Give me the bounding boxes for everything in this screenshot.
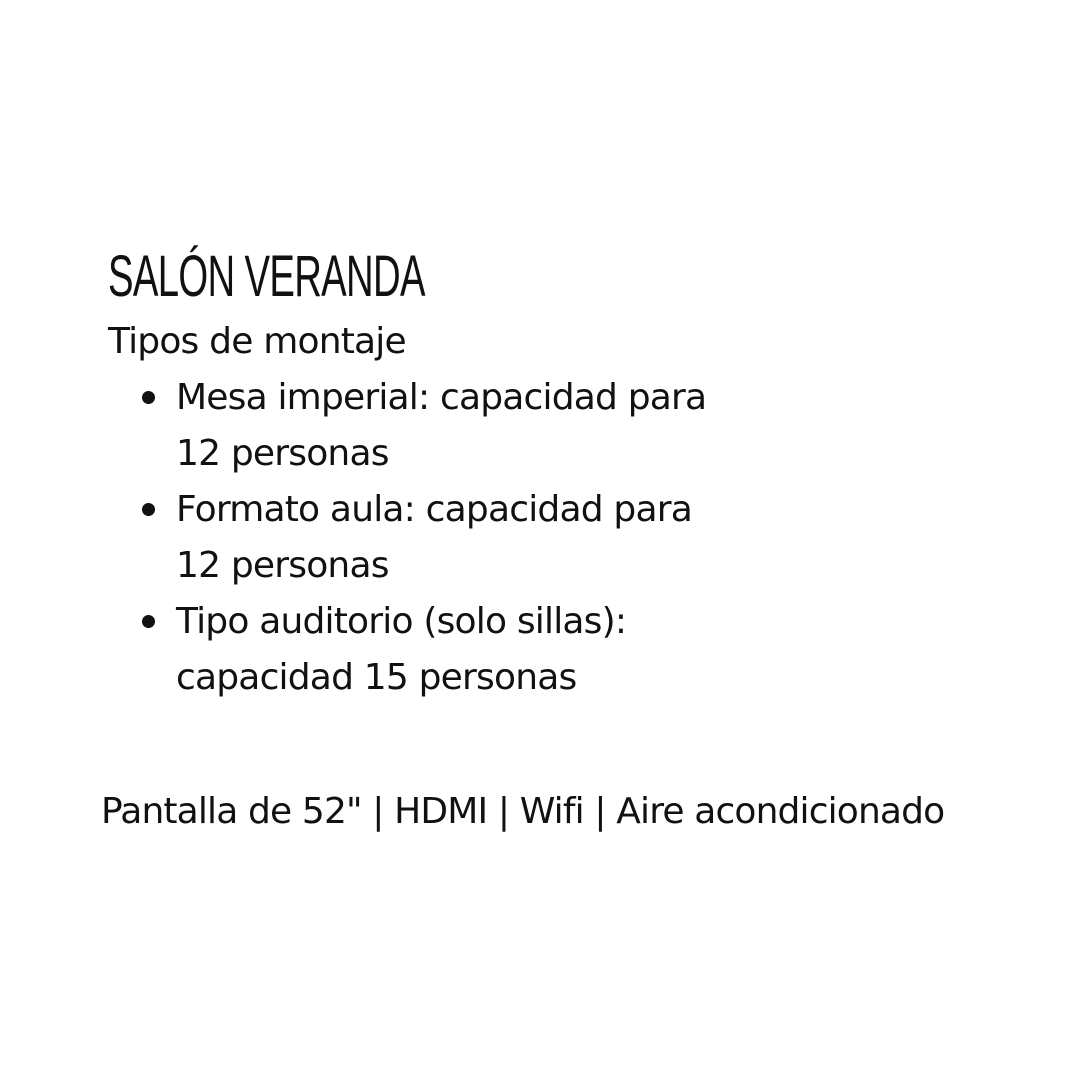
bullet-icon <box>142 391 155 404</box>
page-title: SALÓN VERANDA <box>108 244 425 309</box>
bullet-icon <box>142 503 155 516</box>
setup-item-text: Formato aula: capacidad para <box>176 489 692 530</box>
setup-item-tipo-auditorio <box>176 594 796 706</box>
setup-item-text: capacidad 15 personas <box>176 657 577 698</box>
setup-item-mesa-imperial <box>176 370 796 482</box>
bullet-icon <box>142 615 155 628</box>
amenities-line: Pantalla de 52" | HDMI | Wifi | Aire acondicionado <box>101 791 945 832</box>
setup-item-text: Tipo auditorio (solo sillas): <box>176 601 627 642</box>
setup-list <box>176 370 796 706</box>
setup-types-heading: Tipos de montaje <box>108 321 406 362</box>
setup-item-text: 12 personas <box>176 545 389 586</box>
setup-item-formato-aula <box>176 482 796 594</box>
setup-item-text: 12 personas <box>176 433 389 474</box>
setup-item-text: Mesa imperial: capacidad para <box>176 377 707 418</box>
